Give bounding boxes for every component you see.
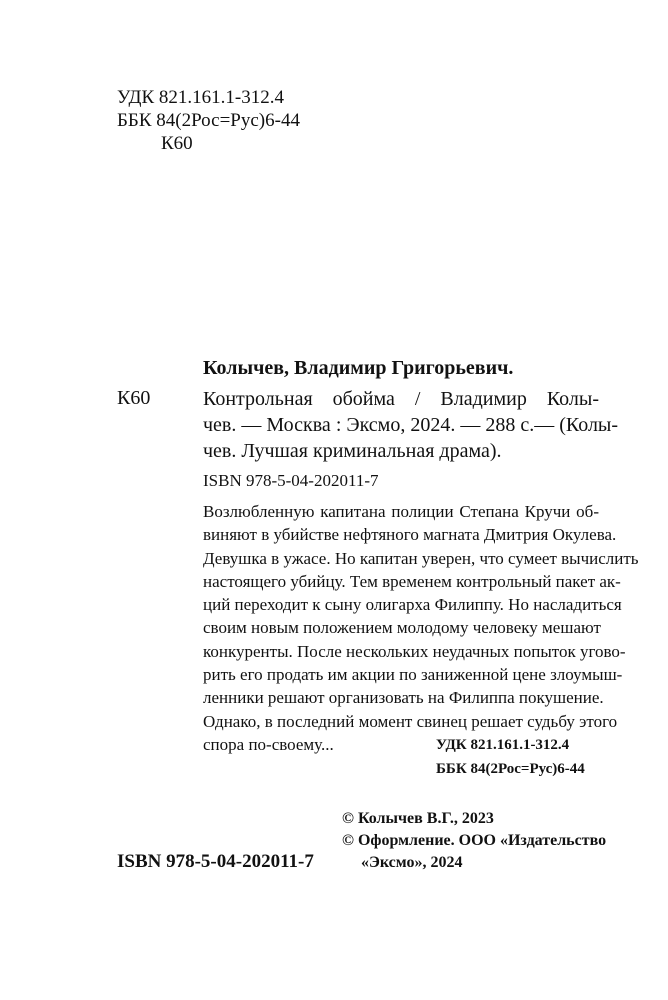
- annotation-line: конкуренты. После нескольких неудачных попыток угово-: [203, 641, 626, 661]
- isbn-small: ISBN 978-5-04-202011-7: [203, 471, 379, 490]
- bbk-code-bottom: ББК 84(2Рос=Рус)6-44: [436, 761, 585, 777]
- annotation-line: рить его продать им акции по заниженной цене злоумыш-: [203, 665, 623, 685]
- annotation-line: ций переходит к сыну олигарха Филиппу. Но насладиться: [203, 595, 622, 615]
- biblio-line: Контрольная обойма / Владимир Колы-: [203, 388, 599, 410]
- top-classification-codes: [117, 86, 300, 155]
- annotation-line: Девушка в ужасе. Но капитан уверен, что сумеет вычислить: [203, 548, 639, 568]
- author-heading: Колычев, Владимир Григорьевич.: [203, 357, 514, 379]
- annotation-line: настоящего убийцу. Тем временем контрольный пакет ак-: [203, 571, 621, 591]
- annotation-line: виняют в убийстве нефтяного магната Дмитрия Окулева.: [203, 525, 617, 545]
- copyright-design-line2: «Эксмо», 2024: [361, 854, 463, 871]
- udk-code: УДК 821.161.1-312.4: [117, 87, 284, 108]
- annotation-line: своим новым положением молодому человеку мешают: [203, 618, 601, 638]
- annotation: [203, 500, 639, 756]
- copyright-block: [342, 808, 606, 874]
- bottom-classification-codes: [436, 733, 585, 781]
- biblio-line: чев. — Москва : Эксмо, 2024. — 288 с.— (Колы-: [203, 414, 619, 436]
- annotation-line: Однако, в последний момент свинец решает судьбу этого: [203, 711, 618, 731]
- author-sign: К60: [161, 133, 193, 154]
- side-author-sign: К60: [117, 387, 151, 409]
- biblio-line: чев. Лучшая криминальная драма).: [203, 440, 502, 462]
- udk-code-bottom: УДК 821.161.1-312.4: [436, 737, 570, 753]
- annotation-line: спора по-своему...: [203, 734, 334, 754]
- copyright-design-line1: © Оформление. ООО «Издательство: [342, 832, 607, 849]
- annotation-line: Возлюбленную капитана полиции Степана Кручи об-: [203, 502, 599, 521]
- copyright-author: © Колычев В.Г., 2023: [342, 810, 494, 827]
- bbk-code: ББК 84(2Рос=Рус)6-44: [117, 110, 300, 131]
- isbn-big: ISBN 978-5-04-202011-7: [117, 851, 314, 872]
- bibliographic-description: [203, 386, 619, 464]
- annotation-line: ленники решают организовать на Филиппа покушение.: [203, 688, 604, 708]
